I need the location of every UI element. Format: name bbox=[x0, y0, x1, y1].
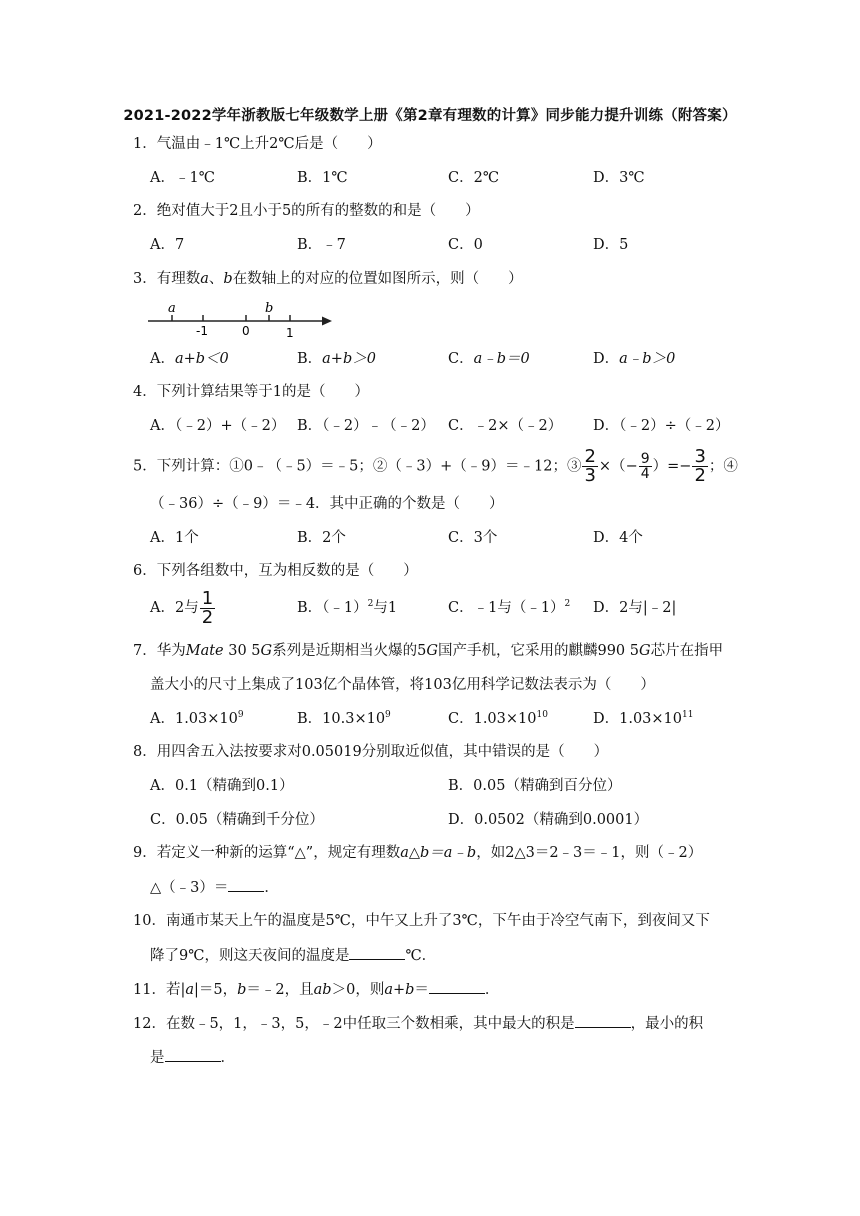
question-5-line-2: （﹣36）÷（﹣9）＝﹣4．其中正确的个数是（ ） bbox=[150, 496, 504, 512]
page-title: 2021-2022学年浙教版七年级数学上册《第2章有理数的计算》同步能力提升训练（附答案） bbox=[123, 108, 737, 124]
label-one: 1 bbox=[286, 326, 294, 340]
number-line-arrow bbox=[322, 317, 332, 326]
q3-option-d: D．a﹣b＞0 bbox=[593, 351, 676, 367]
question-11: 11．若|a|＝5，b＝﹣2，且ab＞0，则a+b＝ ． bbox=[133, 979, 499, 1000]
question-9-line-2: △（﹣3）＝ ． bbox=[150, 877, 279, 898]
question-12-line-2: 是 ． bbox=[150, 1047, 235, 1068]
q1-option-c: C．2℃ bbox=[448, 170, 500, 186]
question-10-line-2: 降了9℃，则这天夜间的温度是 ℃． bbox=[150, 945, 436, 966]
question-1-stem: 1．气温由﹣1℃上升2℃后是（ ） bbox=[133, 136, 382, 152]
q7-option-d: D．$1.03\times 10^{11}$ bbox=[593, 710, 694, 727]
answer-blank-12-max[interactable] bbox=[575, 1013, 631, 1028]
q1-option-a: A．﹣1℃ bbox=[150, 170, 215, 186]
q3-stem-suffix: 在数轴上的对应的位置如图所示，则（ ） bbox=[232, 271, 523, 287]
answer-blank-12-min[interactable] bbox=[165, 1047, 221, 1062]
answer-blank-10[interactable] bbox=[349, 945, 405, 960]
q2-option-b: B．﹣7 bbox=[297, 237, 346, 253]
q6-option-b: B．（﹣1）$^2$与1 bbox=[297, 599, 398, 616]
question-6-stem: 6．下列各组数中，互为相反数的是（ ） bbox=[133, 563, 418, 579]
q7-option-c: C．$1.03\times 10^{10}$ bbox=[448, 710, 548, 727]
fraction-two-thirds: $\frac{2}{3}$ bbox=[584, 446, 596, 486]
q3-stem-prefix: 3．有理数 bbox=[133, 271, 201, 287]
q4-option-d: D．（﹣2）÷（﹣2） bbox=[593, 418, 730, 434]
question-2-stem: 2．绝对值大于2且小于5的所有的整数的和是（ ） bbox=[133, 203, 480, 219]
q6-option-a: A．2与 $\frac{1}{2}$ bbox=[150, 587, 214, 628]
label-a: a bbox=[168, 301, 176, 316]
q3-sep: 、 bbox=[208, 271, 224, 287]
number-line-figure bbox=[146, 297, 336, 341]
q1-option-d: D．3℃ bbox=[593, 170, 645, 186]
label-zero: 0 bbox=[242, 324, 250, 338]
answer-blank-9[interactable] bbox=[228, 877, 264, 892]
q2-option-a: A．7 bbox=[150, 237, 185, 253]
q2-option-c: C．0 bbox=[448, 237, 483, 253]
fraction-three-halves: $\frac{3}{2}$ bbox=[694, 446, 706, 486]
q3-option-c: C．a﹣b＝0 bbox=[448, 351, 530, 367]
question-12-line-1: 12．在数﹣5，1，﹣3，5，﹣2中任取三个数相乘，其中最大的积是 ，最小的积 bbox=[133, 1013, 703, 1034]
label-minus-one: -1 bbox=[196, 324, 208, 338]
q3-option-b: B．a+b＞0 bbox=[297, 351, 376, 367]
q1-option-b: B．1℃ bbox=[297, 170, 348, 186]
q3-var-a: a bbox=[200, 271, 209, 287]
q4-option-c: C．﹣2×（﹣2） bbox=[448, 418, 563, 434]
q7-option-b: B．$10.3\times 10^9$ bbox=[297, 710, 391, 727]
q4-option-a: A．（﹣2）+（﹣2） bbox=[150, 418, 286, 434]
q4-option-b: B．（﹣2）﹣（﹣2） bbox=[297, 418, 435, 434]
question-8-stem: 8．用四舍五入法按要求对0.05019分别取近似值，其中错误的是（ ） bbox=[133, 744, 609, 760]
question-9-line-1: 9．若定义一种新的运算“△”，规定有理数a△b＝a﹣b，如2△3＝2﹣3＝﹣1，则（﹣2） bbox=[133, 845, 703, 861]
q8-option-d: D．0.0502（精确到0.0001） bbox=[448, 812, 649, 828]
q3-var-b: b bbox=[223, 271, 233, 287]
fraction-one-half: $\frac{1}{2}$ bbox=[201, 587, 214, 628]
q5-option-b: B．2个 bbox=[297, 530, 346, 546]
q6-option-c: C．﹣1与（﹣1）$^2$ bbox=[448, 599, 571, 616]
label-b: b bbox=[265, 301, 274, 316]
q8-option-b: B．0.05（精确到百分位） bbox=[448, 778, 622, 794]
question-7-line-1: 7．华为Mate 30 5G系列是近期相当火爆的5G国产手机，它采用的麒麟990 5G芯片在指甲 bbox=[133, 643, 724, 659]
q6-option-d: D．2与|﹣2| bbox=[593, 600, 677, 616]
answer-blank-11[interactable] bbox=[429, 979, 485, 994]
q5-option-a: A．1个 bbox=[150, 530, 199, 546]
question-7-line-2: 盖大小的尺寸上集成了103亿个晶体管，将103亿用科学记数法表示为（ ） bbox=[150, 677, 655, 693]
question-5-line-1: 5．下列计算：①0﹣（﹣5）＝﹣5；②（﹣3）+（﹣9）＝﹣12；③ $\frac{2}{3}$ ×（− $\frac{9}{4}$ ）=− $\frac{3}{2}$ ；④ bbox=[133, 446, 738, 486]
question-4-stem: 4．下列计算结果等于1的是（ ） bbox=[133, 384, 369, 400]
fraction-nine-fourths: $\frac{9}{4}$ bbox=[640, 451, 650, 482]
question-3-stem bbox=[133, 269, 523, 289]
q5-option-c: C．3个 bbox=[448, 530, 498, 546]
q3-option-a: A．a+b＜0 bbox=[150, 351, 229, 367]
q2-option-d: D．5 bbox=[593, 237, 629, 253]
q8-option-c: C．0.05（精确到千分位） bbox=[150, 812, 324, 828]
q5-option-d: D．4个 bbox=[593, 530, 643, 546]
question-10-line-1: 10．南通市某天上午的温度是5℃，中午又上升了3℃，下午由于冷空气南下，到夜间又下 bbox=[133, 913, 710, 929]
q7-option-a: A．$1.03\times 10^9$ bbox=[150, 710, 244, 727]
q8-option-a: A．0.1（精确到0.1） bbox=[150, 778, 294, 794]
